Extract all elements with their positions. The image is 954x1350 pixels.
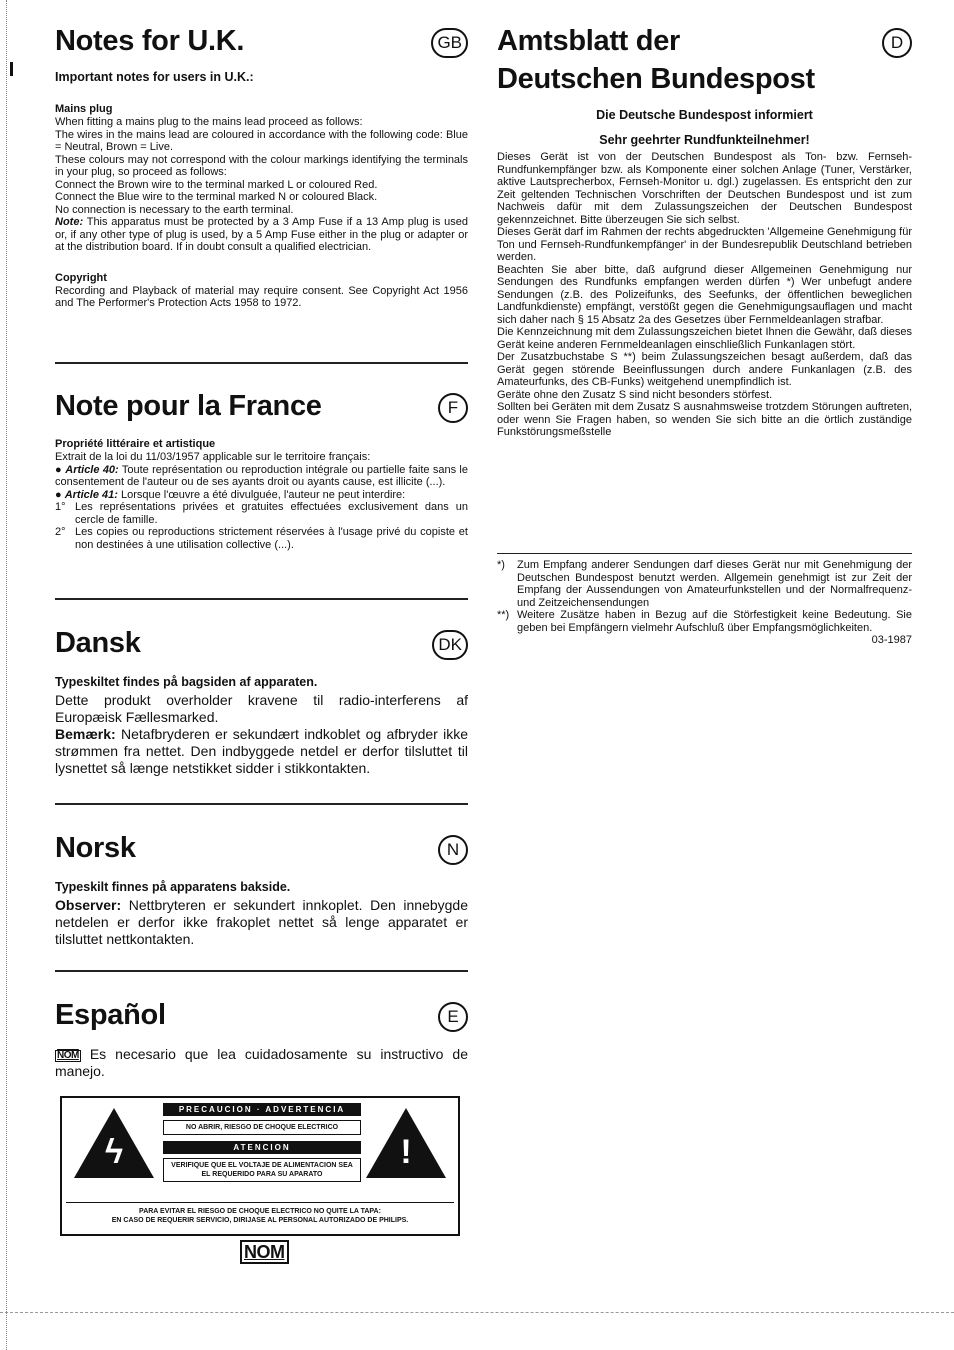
f-badge: F <box>438 393 468 423</box>
germany-body <box>497 108 912 439</box>
dansk-title: Dansk <box>55 627 141 659</box>
norsk-header <box>55 829 468 875</box>
exclamation-mark-icon: ! <box>400 1133 412 1171</box>
germany-footnotes <box>497 559 912 647</box>
uk-note-text: This apparatus must be protected by a 3 Amp Fuse if a 13 Amp plug is used or, if any other type of plug is used, by a 5 Amp Fuse either in the plug or adapter or at the distribution board. If in doubt consult a qualified electrician. <box>55 216 468 253</box>
france-item-2 <box>55 526 468 551</box>
copyright-heading: Copyright <box>55 271 107 284</box>
article-40: ● Article 40: Toute représentation ou reproduction intégrale ou partielle faite sans le consentement de l'auteur ou de ses ayants droit ou ayants cause, est illicite (...). <box>55 463 468 488</box>
germany-para-3: Beachten Sie aber bitte, daß aufgrund dieser Allgemeinen Genehmigung nur Sendungen des Rundfunks empfangen werden dürfen *) Wer unbefugt andere Sendungen (z.B. des Polizeifunks, des Seefunks, der öffentlichen beweglichen Landfunkdienste) empfängt, verstößt gegen die Genehmigungsauflagen und macht sich daher nach § 15 Absatz 2a des Gesetzes über Fernmeldeanlagen strafbar. <box>497 263 912 326</box>
norsk-title: Norsk <box>55 832 136 864</box>
dansk-section <box>55 624 468 777</box>
d-badge: D <box>882 28 912 58</box>
warning-bar-1: PRECAUCION · ADVERTENCIA <box>163 1103 361 1116</box>
page-edge-mark <box>10 62 13 76</box>
page-edge-line <box>6 0 7 1350</box>
germany-para-6: Geräte ohne den Zusatz S sind nicht besonders störfest. <box>497 388 773 401</box>
espanol-text <box>55 1046 468 1080</box>
france-intro: Extrait de la loi du 11/03/1957 applicable sur le territoire français: <box>55 451 371 463</box>
article-40-text: Toute représentation ou reproduction intégrale ou partielle faite sans le consentement de l'auteur ou de ses ayants droit ou ayants cause, est illicite (...). <box>55 463 468 488</box>
espanol-title: Español <box>55 999 166 1031</box>
gb-badge: GB <box>431 28 468 58</box>
germany-para-4: Die Kennzeichnung mit dem Zulassungszeichen bietet Ihnen die Gewähr, daß dieses Gerät keine anderen Fernmeldeanlagen einschließlich Funkanlagen stört. <box>497 326 912 351</box>
page-bottom-rule <box>0 1312 954 1313</box>
item-1-text: Les représentations privées et gratuites effectuées exclusivement dans un cercle de famille. <box>75 501 468 526</box>
mains-plug-heading: Mains plug <box>55 103 113 115</box>
electric-warning-box <box>60 1096 460 1236</box>
lightning-bolt-icon: ϟ <box>105 1133 123 1171</box>
uk-section <box>55 22 468 310</box>
norsk-section <box>55 829 468 948</box>
france-item-1 <box>55 501 468 526</box>
footnote-2-text: Weitere Zusätze haben in Bezug auf die Störfestigkeit keine Bedeutung. Sie geben bei Empfängern vielmehr Aufschluß über Empfangsmöglichkeiten. <box>517 609 912 634</box>
mains-line-5: Connect the Blue wire to the terminal marked N or coloured Black. <box>55 191 378 203</box>
norsk-note-label: Observer: <box>55 897 122 913</box>
article-41-text: Lorsque l'œuvre a été divulguée, l'auteur ne peut interdire: <box>120 488 406 501</box>
divider-norsk <box>55 970 468 972</box>
item-2-number: 2° <box>55 526 66 538</box>
footnote-date: 03-1987 <box>871 634 912 646</box>
mains-line-4: Connect the Brown wire to the terminal marked L or coloured Red. <box>55 178 378 191</box>
germany-para-7: Sollten bei Geräten mit dem Zusatz S ausnahmsweise trotzdem Störungen auftreten, oder wenn Sie Fragen haben, so wenden Sie sich bitte an die örtlich zuständige Funkstörungsmeßstelle <box>497 401 912 438</box>
article-40-label: Article 40: <box>65 463 119 476</box>
copyright-text: Recording and Playback of material may require consent. See Copyright Act 1956 and The Performer's Protection Acts 1958 to 1972. <box>55 284 468 309</box>
article-41: ● Article 41: Lorsque l'œuvre a été divulguée, l'auteur ne peut interdire: <box>55 488 406 501</box>
mains-line-3: These colours may not correspond with the colour markings identifying the terminals in your plug, so proceed as follows: <box>55 153 468 178</box>
dansk-subtitle: Typeskiltet findes på bagsiden af apparaten. <box>55 675 318 689</box>
espanol-instruction: Es necesario que lea cuidadosamente su instructivo de manejo. <box>55 1046 468 1079</box>
germany-para-5: Der Zusatzbuchstabe S **) beim Zulassungszeichen besagt außerdem, daß das Gerät gegen störende Beeinflussungen durch andere Funkanlagen (z.B. des Amateurfunks, des CB-Funks) weitgehend unempfindlich ist. <box>497 351 912 388</box>
nom-small-logo: NOM <box>57 1050 79 1061</box>
germany-para-2: Dieses Gerät darf im Rahmen der rechts abgedruckten 'Allgemeine Genehmigung für Ton und Fernseh-Rundfunkempfänger' in der Bundesrepublik Deutschland betrieben werden. <box>497 226 912 263</box>
mains-line-2: The wires in the mains lead are coloured in accordance with the following code: Blue = Neutral, Brown = Live. <box>55 128 468 153</box>
footnote-1 <box>497 559 912 609</box>
norsk-note-text: Nettbryteren er sekundert innkoplet. Den innebygde netdelen er derfor ikke frakoplet nettet så lenge apparatet er tilsluttet nettkontakten. <box>55 897 468 947</box>
warning-bar-2: ATENCION <box>163 1141 361 1154</box>
warning-bottom-line-1: PARA EVITAR EL RIESGO DE CHOQUE ELECTRICO NO QUITE LA TAPA: <box>139 1208 381 1215</box>
divider-dansk <box>55 803 468 805</box>
dansk-header <box>55 624 468 670</box>
germany-sub-1: Die Deutsche Bundespost informiert <box>596 108 813 122</box>
france-title: Note pour la France <box>55 390 322 422</box>
warning-cell-2: VERIFIQUE QUE EL VOLTAJE DE ALIMENTACION SEA EL REQUERIDO PARA SU APARATO <box>163 1158 361 1182</box>
france-header <box>55 387 468 433</box>
dansk-note-text: Netafbryderen er sekundært indkoblet og afbryder ikke strømmen fra nettet. Den indbyggede netdel er derfor tilsluttet til lysnettet så længe netstikket sidder i stikkontakten. <box>55 726 469 776</box>
germany-title-line-2: Deutschen Bundespost <box>497 63 815 95</box>
mains-line-6: No connection is necessary to the earth terminal. <box>55 203 294 216</box>
uk-note <box>55 216 468 254</box>
norsk-note <box>55 897 468 948</box>
footnote-2-mark: **) <box>497 609 510 621</box>
divider-germany <box>497 553 912 554</box>
germany-sub-2: Sehr geehrter Rundfunkteilnehmer! <box>599 133 810 147</box>
divider-france <box>55 598 468 600</box>
mains-line-1: When fitting a mains plug to the mains lead proceed as follows: <box>55 116 363 128</box>
article-41-label: Article 41: <box>64 488 118 501</box>
item-2-text: Les copies ou reproductions strictement réservées à l'usage privé du copiste et non destinées à une utilisation collective (...). <box>75 526 468 551</box>
dk-badge: DK <box>432 630 468 660</box>
uk-header <box>55 22 468 68</box>
nom-logo: NOM <box>240 1240 289 1264</box>
divider-uk <box>55 362 468 364</box>
dansk-note-label: Bemærk: <box>55 726 116 742</box>
uk-note-label: Note: <box>55 216 84 228</box>
germany-header <box>497 22 912 100</box>
germany-title <box>497 22 815 98</box>
warning-bottom <box>66 1202 454 1225</box>
france-heading: Propriété littéraire et artistique <box>55 438 216 450</box>
uk-title: Notes for U.K. <box>55 25 245 57</box>
warning-cell-1: NO ABRIR, RIESGO DE CHOQUE ELECTRICO <box>163 1120 361 1135</box>
dansk-para: Dette produkt overholder kravene til radio-interferens af Europæisk Fællesmarked. <box>55 692 468 725</box>
espanol-section <box>55 996 468 1080</box>
warning-center <box>163 1103 361 1182</box>
france-section <box>55 387 468 551</box>
espanol-header <box>55 996 468 1042</box>
footnote-2 <box>497 609 912 634</box>
dansk-note <box>55 726 468 777</box>
n-badge: N <box>438 835 468 865</box>
footnote-1-text: Zum Empfang anderer Sendungen darf dieses Gerät nur mit Genehmigung der Deutschen Bundespost benutzt werden. Allgemein genehmigt ist zur Zeit der Empfang der Aussendungen von Amateurfunkstellen und der Normalfrequenz- und Zeitzeichensendungen <box>517 559 912 609</box>
e-badge: E <box>438 1002 468 1032</box>
footnote-1-mark: *) <box>497 559 505 571</box>
uk-subtitle: Important notes for users in U.K.: <box>55 70 254 84</box>
warning-bottom-line-2: EN CASO DE REQUERIR SERVICIO, DIRIJASE AL PERSONAL AUTORIZADO DE PHILIPS. <box>111 1217 409 1224</box>
norsk-subtitle: Typeskilt finnes på apparatens bakside. <box>55 880 291 894</box>
germany-para-1: Dieses Gerät ist von der Deutschen Bundespost als Ton- bzw. Fernseh-Rundfunkempfänger bzw. als Komponente einer solchen Anlage (Tuner, Verstärker, aktive Lautsprecherbox, Fernseh-Monitor u. dgl.) zugelassen. Es entspricht den zur Zeit geltenden Technischen Vorschriften der Deutschen Bundespost und ist zum Nachweis dafür mit dem Zulassungszeichen der Deutschen Bundespost gekennzeichnet. Bitte überzeugen Sie sich selbst. <box>497 151 912 226</box>
item-1-number: 1° <box>55 501 66 513</box>
germany-title-line-1: Amtsblatt der <box>497 25 681 57</box>
